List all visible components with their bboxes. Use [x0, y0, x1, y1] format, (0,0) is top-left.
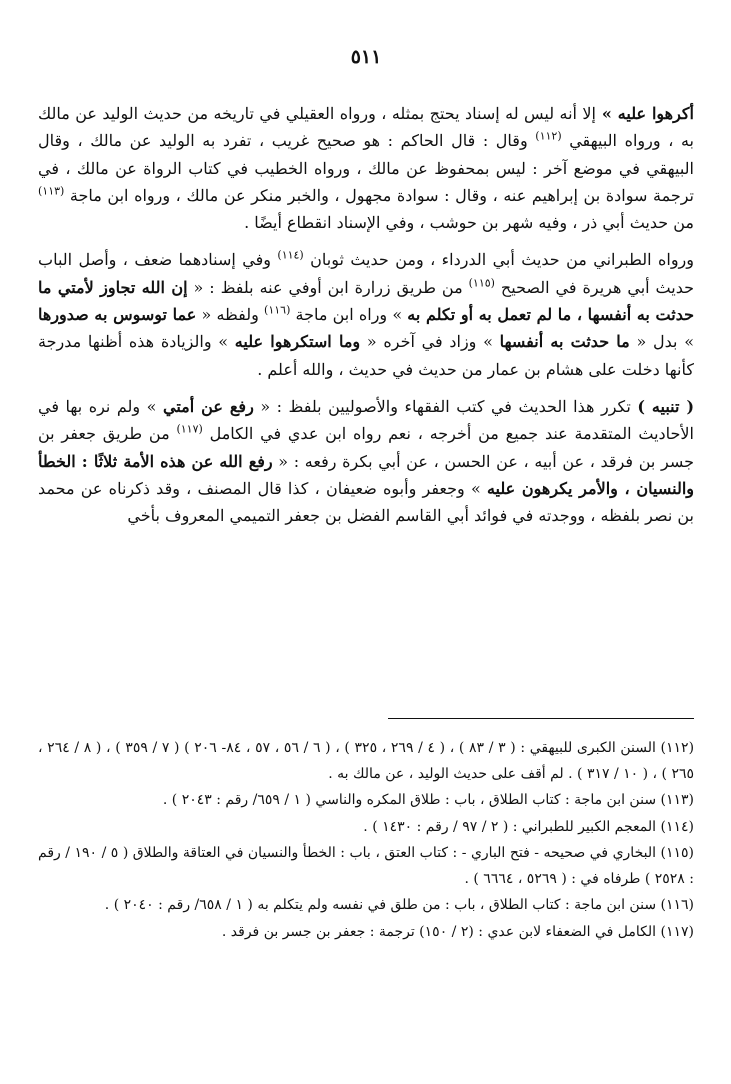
bold-text: عما توسوس به صدورها	[38, 305, 197, 325]
bold-text: إن الله تجاوز لأمتي ما حدثت به أنفسها ، ما لم تعمل به أو تكلم به	[38, 277, 694, 325]
bold-text: أكرهوا عليه »	[595, 104, 694, 123]
bold-text: رفع الله عن هذه الأمة ثلاثًا : الخطأ والنسيان ، والأمر يكرهون عليه	[38, 451, 695, 498]
paragraph	[38, 100, 694, 236]
paragraph	[38, 246, 694, 382]
text-run: » وراه ابن ماجة	[290, 305, 408, 325]
text-run: ولفظه «	[196, 305, 265, 325]
text-run: تكرر هذا الحديث في كتب الفقهاء والأصوليين بلفظ : «	[253, 396, 638, 416]
footnote-reference: (١١٢)	[535, 129, 562, 143]
footnotes	[38, 736, 694, 946]
footnote: (١١٥) البخاري في صحيحه - فتح الباري - : كتاب العتق ، باب : الخطأ والنسيان في العتاقة والطلاق ( ٥ / ١٩٠ / رقم : ٢٥٢٨ ) طرفاه في : ( ٥٢٦٩ ، ٦٦٦٤ ) .	[38, 845, 694, 887]
text-run: » وجعفر وأبوه ضعيفان ، كذا قال المصنف ، وقد ذكرناه عن محمد بن نصر بلفظه ، ووجدته في فوائد أبي القاسم الفضل بن جعفر التميمي المعروف بأخي	[38, 478, 694, 526]
footnote: (١١٧) الكامل في الضعفاء لابن عدي : (٢ / ١٥٠) ترجمة : جعفر بن جسر بن فرقد .	[221, 923, 694, 940]
footnote: (١١٣) سنن ابن ماجة : كتاب الطلاق ، باب : طلاق المكره والناسي ( ١ / ٦٥٩/ رقم : ٢٠٤٣ ) .	[162, 792, 694, 808]
footnote: (١١٢) السنن الكبرى للبيهقي : ( ٣ / ٨٣ ) ، ( ٤ / ٢٦٩ ، ٣٢٥ ) ، ( ٦ / ٥٦ ، ٥٧ ، ٨٤- ٢٠٦ ) ( ٧ / ٣٥٩ ) ، ( ٨ / ٢٦٤ ، ٢٦٥ ) ، ( ١٠ / ٣١٧ ) . لم أقف على حديث الوليد ، عن مالك به .	[38, 740, 695, 782]
bold-text: ما حدثت به أنفسها	[499, 332, 630, 352]
footnote: (١١٦) سنن ابن ماجة : كتاب الطلاق ، باب : من طلق في نفسه ولم يتكلم به ( ١ / ٦٥٨/ رقم : ٢٠٤٠ ) .	[104, 897, 694, 913]
footnote: (١١٤) المعجم الكبير للطبراني : ( ٢ / ٩٧ / رقم : ١٤٣٠ ) .	[363, 818, 694, 835]
text-run: إلا أنه ليس له إسناد يحتج بمثله ، ورواه العقيلي في تاريخه من حديث الوليد عن مالك به ، ورواه البيهقي	[38, 104, 694, 151]
paragraph	[38, 393, 694, 529]
text-run: وقال : قال الحاكم : هو صحيح غريب ، تفرد به الوليد عن مالك ، وقال البيهقي في موضع آخر : ليس بمحفوظ عن مالك ، ورواه الخطيب في كتاب الرواة عن مالك ، في ترجمة سوادة بن إبراهيم عنه ، وقال : سوادة مجهول ، والخبر منكر عن مالك ، ورواه ابن ماجة	[38, 131, 694, 205]
text-run: من طريق جعفر بن جسر بن فرقد ، عن أبيه ، عن الحسن ، عن أبي بكرة رفعه : «	[38, 424, 695, 471]
page-number: ٥١١	[350, 46, 382, 68]
text-run: من حديث أبي ذر ، وفيه شهر بن حوشب ، وفي الإسناد انقطاع أيضًا .	[244, 213, 694, 233]
text-run: من طريق زرارة ابن أوفي عنه بلفظ : «	[187, 277, 469, 297]
bold-text: وما استكرهوا عليه	[234, 332, 361, 352]
footnote-reference: (١١٧)	[176, 422, 203, 436]
book-page	[38, 0, 694, 1084]
footnote-reference: (١١٤)	[277, 249, 304, 263]
text-run: وفي إسنادهما ضعف ، وأصل الباب حديث أبي هريرة في الصحيح	[38, 250, 695, 297]
footnote-reference: (١١٣)	[38, 184, 65, 198]
text-run: » وزاد في آخره «	[360, 332, 500, 352]
bold-text: ( تنبيه )	[637, 396, 695, 416]
bold-text: رفع عن أمتي	[163, 396, 254, 416]
text-run: ورواه الطبراني من حديث أبي الدرداء ، ومن حديث ثوبان	[303, 250, 694, 270]
text-run: » ولم نره بها في الأحاديث المتقدمة عند جميع من أخرجه ، نعم رواه ابن عدي في الكامل	[38, 396, 694, 444]
footnote-reference: (١١٦)	[264, 303, 291, 317]
footnote-divider	[388, 718, 694, 719]
footnote-reference: (١١٥)	[468, 276, 495, 290]
text-run: » بدل «	[629, 332, 694, 352]
main-text	[38, 100, 694, 539]
text-run: » والزيادة هذه أظنها مدرجة كأنها دخلت على هشام بن عمار من حديث في حديث ، والله أعلم .	[38, 332, 694, 379]
